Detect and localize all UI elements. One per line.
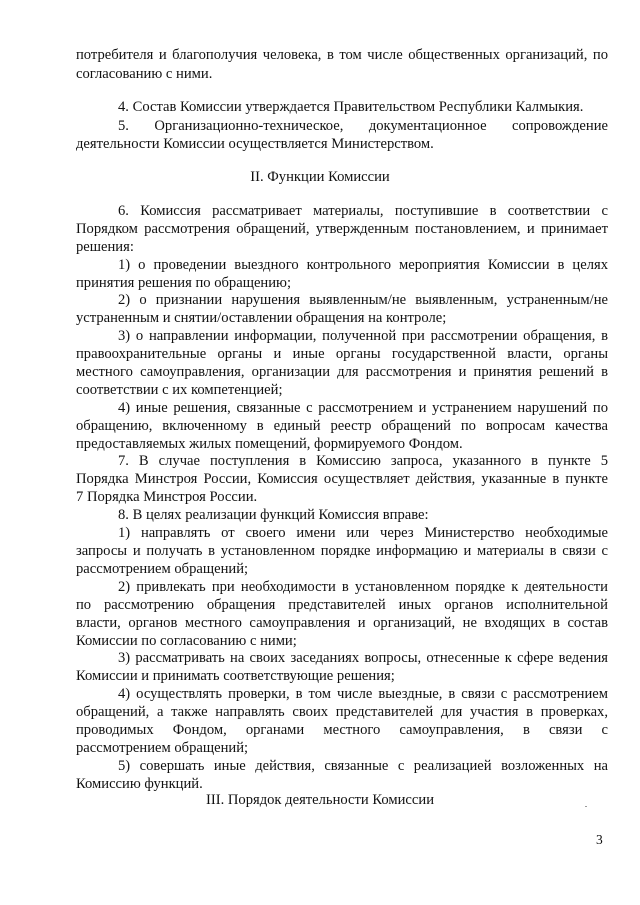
text-line: Комиссии и принимать соответствующие решения; [76, 668, 395, 684]
text-line: по рассмотрению обращения представителей иных органов исполнительной [76, 597, 608, 613]
text-line: 5. Организационно-техническое, документационное сопровождение [118, 118, 608, 134]
text-line: Комиссию функций. [76, 776, 203, 792]
section-heading-functions: II. Функции Комиссии [250, 169, 390, 185]
scan-speck [585, 806, 587, 807]
text-line: проводимых Фондом, органами местного самоуправления, в связи с [76, 722, 608, 738]
text-line: 5) совершать иные действия, связанные с реализацией возложенных на [118, 758, 608, 774]
text-line: рассмотрением обращений; [76, 740, 249, 756]
text-line: 1) о проведении выездного контрольного мероприятия Комиссии в целях [118, 257, 608, 273]
text-line: 4) осуществлять проверки, в том числе выездные, в связи с рассмотрением [118, 686, 608, 702]
text-line: соответствии с их компетенцией; [76, 382, 283, 398]
text-line: 8. В целях реализации функций Комиссия вправе: [118, 507, 429, 523]
text-line: запросы и получать в установленном порядке информацию и материалы в связи с [76, 543, 608, 559]
text-line: деятельности Комиссии осуществляется Министерством. [76, 136, 434, 152]
text-line: Порядка Минстроя России, Комиссия осуществляет действия, указанные в пункте [76, 471, 608, 487]
text-line: Порядком рассмотрения обращений, утвержденным постановлением, и принимает [76, 221, 608, 237]
text-line: 1) направлять от своего имени или через Министерство необходимые [118, 525, 608, 541]
text-line: обращению, включенному в единый реестр обращений по вопросам качества [76, 418, 608, 434]
text-line: рассмотрением обращений; [76, 561, 249, 577]
text-line: 4) иные решения, связанные с рассмотрением и устранением нарушений по [118, 400, 608, 416]
text-line: 6. Комиссия рассматривает материалы, поступившие в соответствии с [118, 203, 608, 219]
text-line: Комиссии по согласованию с ними; [76, 633, 297, 649]
text-line: обращений, а также направлять своих представителей для участия в проверках, [76, 704, 608, 720]
text-line: 2) о признании нарушения выявленным/не выявленным, устраненным/не [118, 292, 608, 308]
text-line: устраненным и снятии/оставлении обращения на контроле; [76, 310, 447, 326]
text-line: власти, органов местного самоуправления и организаций, не входящих в состав [76, 615, 608, 631]
section-heading-procedure: III. Порядок деятельности Комиссии [205, 792, 435, 808]
text-line: решения: [76, 239, 134, 255]
text-line: предоставляемых жилых помещений, формируемого Фондом. [76, 436, 463, 452]
text-line: местного самоуправления, организации для рассмотрения и принятия решений в [76, 364, 608, 380]
page-number: 3 [596, 832, 603, 847]
text-line: 2) привлекать при необходимости в установленном порядке к деятельности [118, 579, 608, 595]
text-line: согласованию с ними. [76, 66, 213, 82]
text-line: правоохранительные органы и иные органы государственной власти, органы [76, 346, 608, 362]
text-line: 7. В случае поступления в Комиссию запроса, указанного в пункте 5 [118, 453, 608, 469]
text-line: потребителя и благополучия человека, в том числе общественных организаций, по [76, 47, 608, 63]
text-line: 3) о направлении информации, полученной при рассмотрении обращения, в [118, 328, 608, 344]
text-line: 3) рассматривать на своих заседаниях вопросы, отнесенные к сфере ведения [118, 650, 608, 666]
text-line: принятия решения по обращению; [76, 275, 292, 291]
text-line: 7 Порядка Минстроя России. [76, 489, 258, 505]
text-line: 4. Состав Комиссии утверждается Правительством Республики Калмыкия. [118, 99, 584, 115]
